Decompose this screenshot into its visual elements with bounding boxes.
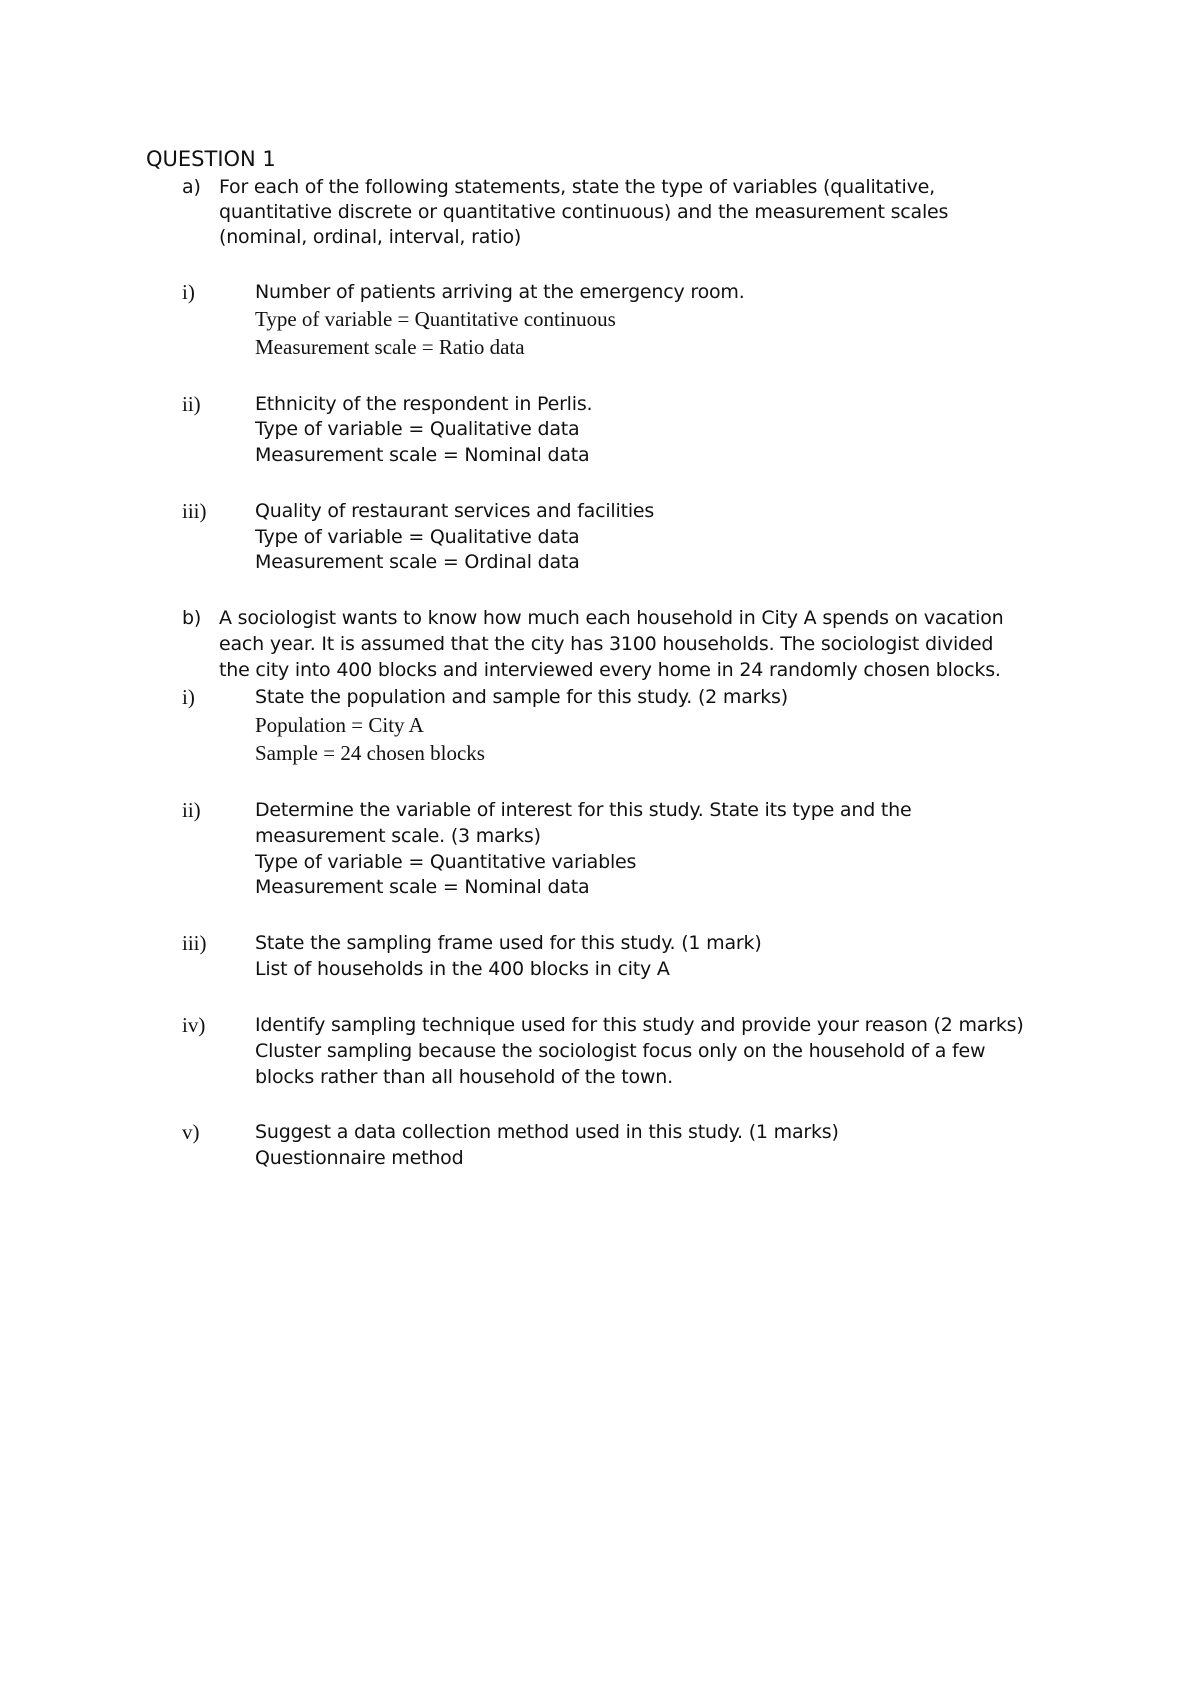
part-b-intro-line-1: A sociologist wants to know how much each household in City A spends on vacation: [219, 607, 1004, 629]
part-b-item-3-question: State the sampling frame used for this study. (1 mark): [255, 932, 762, 954]
part-b-item-2-question-line-2: measurement scale. (3 marks): [255, 825, 541, 847]
part-b-item-4-answer-2: blocks rather than all household of the town.: [255, 1066, 673, 1088]
part-b-item-2-question-line-1: Determine the variable of interest for this study. State its type and the: [255, 799, 912, 821]
part-a-item-3-scale: Measurement scale = Ordinal data: [255, 551, 580, 573]
part-b-item-2-answer-1: Type of variable = Quantitative variables: [255, 851, 637, 873]
part-a-item-3-number: iii): [182, 499, 207, 523]
part-a-item-2-scale: Measurement scale = Nominal data: [255, 444, 590, 466]
part-a-item-2-number: ii): [182, 392, 201, 416]
part-b-item-4-question: Identify sampling technique used for this study and provide your reason (2 marks): [255, 1014, 1024, 1036]
part-a-intro-line-1: For each of the following statements, state the type of variables (qualitative,: [219, 176, 935, 198]
part-b-item-1-number: i): [182, 685, 195, 709]
part-b-label: b): [182, 607, 202, 629]
part-a-label: a): [182, 176, 201, 198]
part-b-item-4-answer-1: Cluster sampling because the sociologist focus only on the household of a few: [255, 1040, 986, 1062]
part-b-item-5-question: Suggest a data collection method used in this study. (1 marks): [255, 1121, 839, 1143]
part-a-item-2-type: Type of variable = Qualitative data: [255, 418, 580, 440]
part-a-item-2-statement: Ethnicity of the respondent in Perlis.: [255, 393, 593, 415]
part-a-item-1-type: Type of variable = Quantitative continuous: [255, 307, 616, 331]
part-b-item-2-number: ii): [182, 798, 201, 822]
part-b-item-5-answer-1: Questionnaire method: [255, 1147, 464, 1169]
part-a-intro-line-2: quantitative discrete or quantitative continuous) and the measurement scales: [219, 201, 949, 223]
part-b-item-3-answer-1: List of households in the 400 blocks in city A: [255, 958, 670, 980]
part-b-item-2-answer-2: Measurement scale = Nominal data: [255, 876, 590, 898]
part-b-intro-line-3: the city into 400 blocks and interviewed every home in 24 randomly chosen blocks.: [219, 659, 1001, 681]
part-a-item-3-statement: Quality of restaurant services and facilities: [255, 500, 655, 522]
part-b-item-4-number: iv): [182, 1013, 206, 1037]
part-a-item-1-scale: Measurement scale = Ratio data: [255, 335, 525, 359]
part-a-intro-line-3: (nominal, ordinal, interval, ratio): [219, 226, 522, 248]
part-b-intro-line-2: each year. It is assumed that the city has 3100 households. The sociologist divided: [219, 633, 994, 655]
part-b-item-3-number: iii): [182, 931, 207, 955]
part-a-item-3-type: Type of variable = Qualitative data: [255, 526, 580, 548]
part-b-item-5-number: v): [182, 1120, 200, 1144]
part-a-item-1-statement: Number of patients arriving at the emergency room.: [255, 281, 745, 303]
part-b-item-1-question: State the population and sample for this study. (2 marks): [255, 686, 788, 708]
question-title: QUESTION 1: [146, 147, 276, 171]
part-a-item-1-number: i): [182, 280, 195, 304]
part-b-item-1-answer-1: Population = City A: [255, 713, 424, 737]
part-b-item-1-answer-2: Sample = 24 chosen blocks: [255, 741, 485, 765]
